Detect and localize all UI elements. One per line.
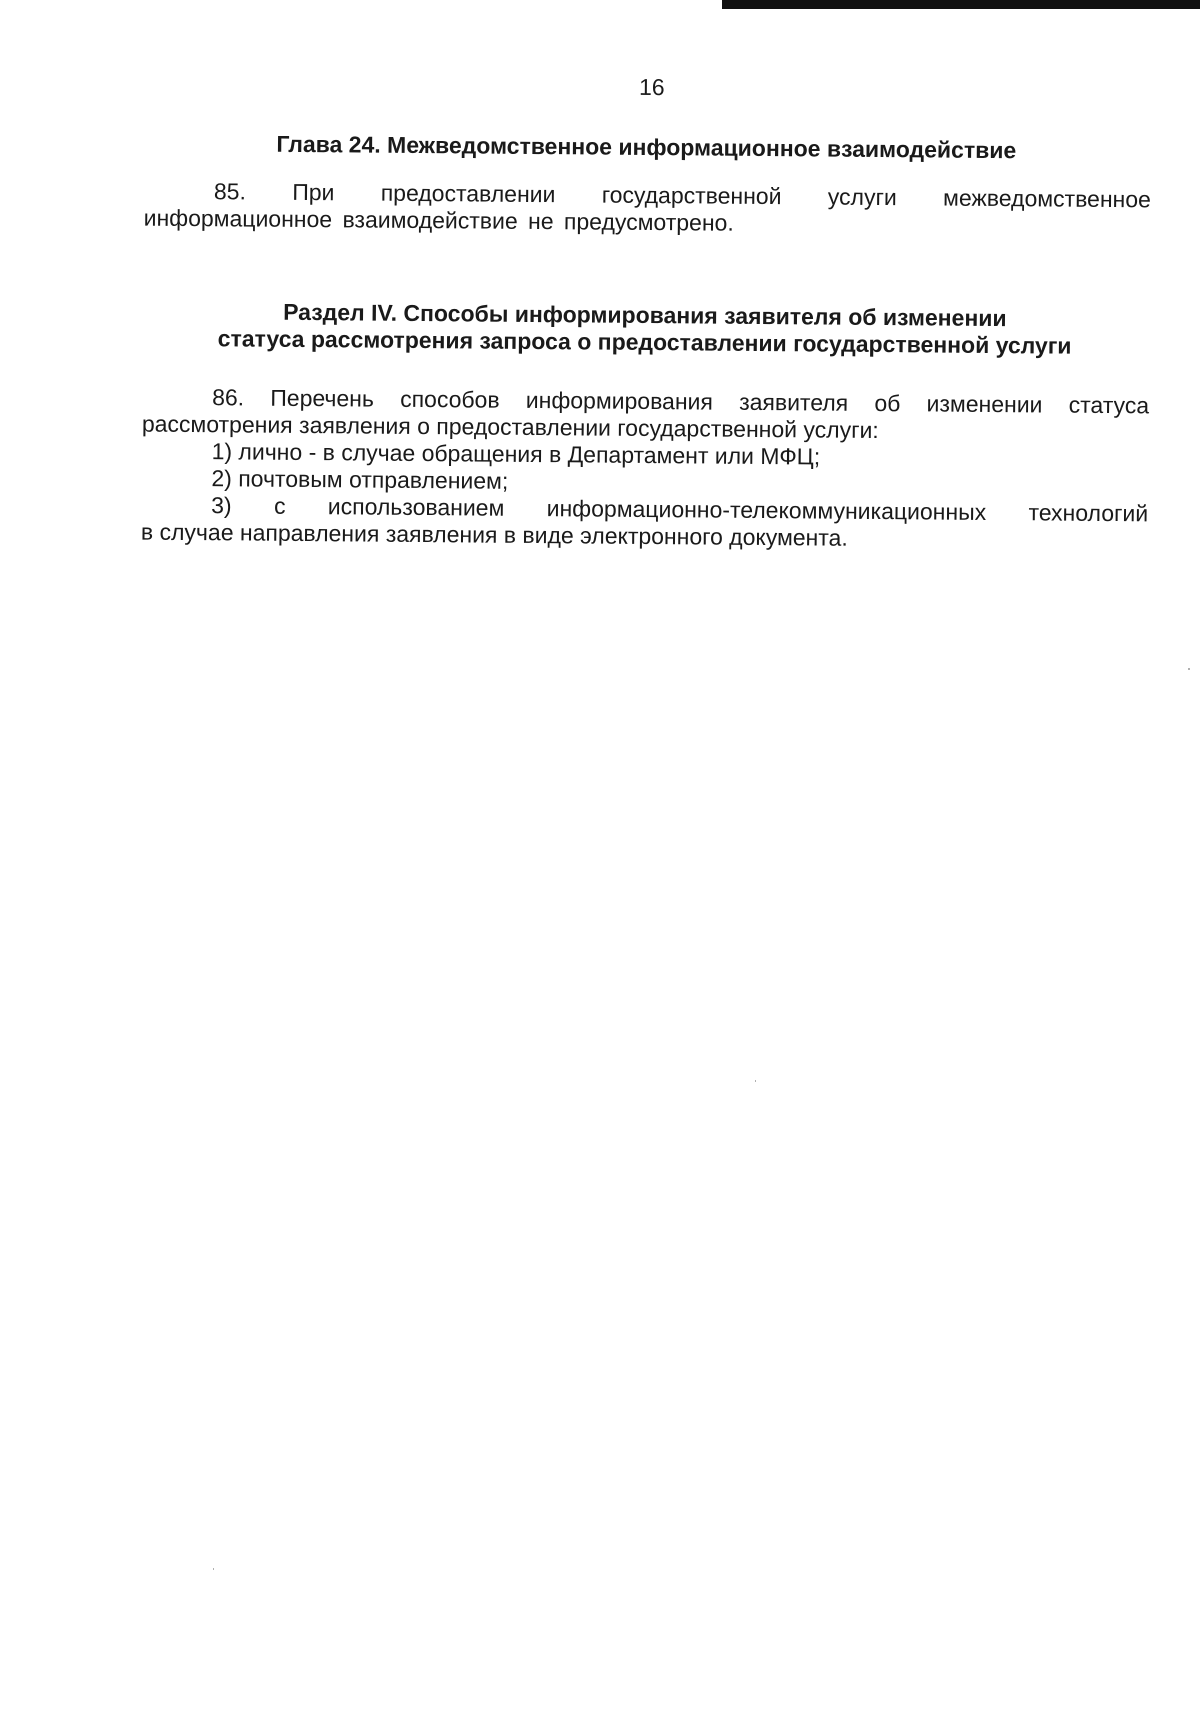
list-item-3 [141, 492, 1148, 555]
list-item-1: 1) лично - в случае обращения в Департамент или МФЦ; [211, 438, 821, 470]
scan-speck [213, 1568, 214, 1570]
section-4-heading-line-1: Раздел IV. Способы информирования заявителя об изменении [283, 298, 1007, 332]
scan-speck [1188, 668, 1190, 670]
list-item-3-line-1: 3) с использованием информационно-телекоммуникационных технологий [211, 492, 1149, 527]
paragraph-86-line-2: рассмотрения заявления о предоставлении государственной услуги: [141, 410, 879, 444]
paragraph-85-line-2: информационное взаимодействие не предусмотрено. [143, 204, 734, 236]
section-4-heading-line-2: статуса рассмотрения запроса о предоставлении государственной услуги [217, 325, 1072, 359]
chapter-24-heading: Глава 24. Межведомственное информационное взаимодействие [276, 130, 1017, 164]
page-number: 16 [638, 73, 665, 101]
paragraph-86 [142, 384, 1149, 447]
paragraph-85-line-1: 85. При предоставлении государственной услуги межведомственное [213, 178, 1152, 213]
paragraph-85 [144, 178, 1151, 241]
list-item-2: 2) почтовым отправлением; [211, 465, 509, 494]
paragraph-86-line-1: 86. Перечень способов информирования заявителя об изменении статуса [212, 384, 1150, 419]
list-item-3-line-2: в случае направления заявления в виде электронного документа. [140, 518, 848, 551]
scan-speck [755, 1080, 756, 1082]
section-4-heading [140, 298, 1150, 361]
